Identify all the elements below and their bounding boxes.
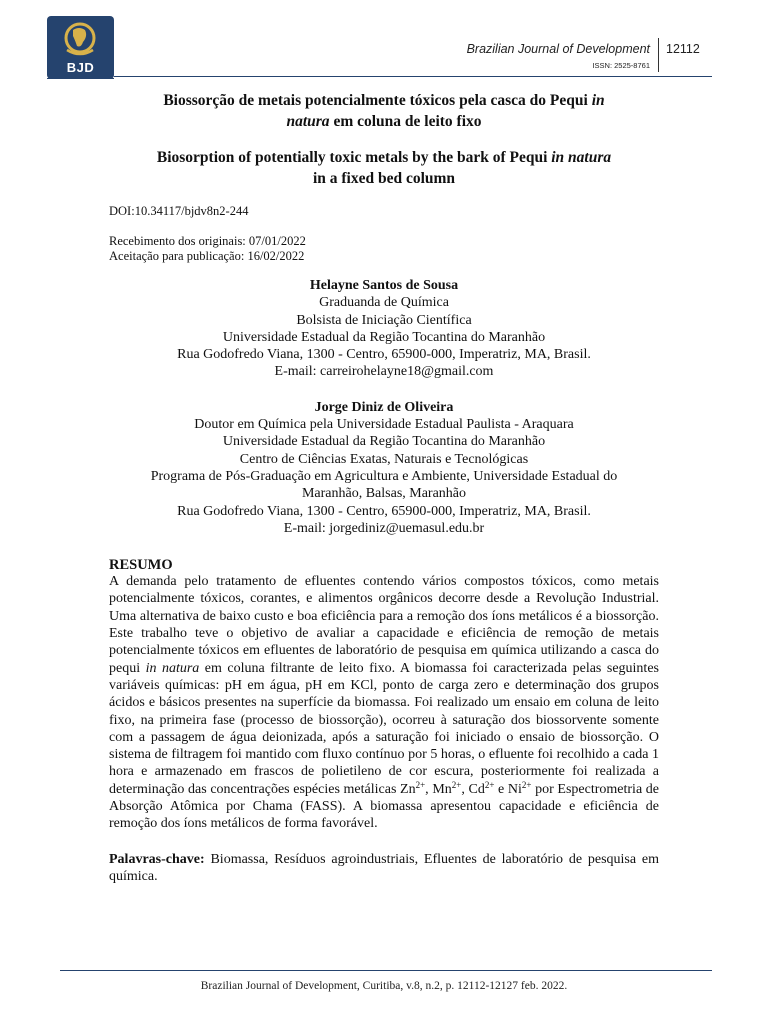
author-email: E-mail: jorgediniz@uemasul.edu.br bbox=[283, 520, 485, 536]
title-english: Biosorption of potentially toxic metals by the bark of Pequi in natura in a fixed bed column bbox=[156, 149, 612, 187]
journal-logo bbox=[47, 16, 114, 79]
header-rule bbox=[114, 76, 712, 77]
journal-name: Brazilian Journal of Development bbox=[466, 42, 650, 56]
author-2 bbox=[109, 399, 659, 537]
keywords-list: Biomassa, Resíduos agroindustriais, Efluentes de laboratório de pesquisa em química. bbox=[109, 851, 659, 884]
journal-issn: ISSN: 2525-8761 bbox=[592, 61, 650, 70]
author-1 bbox=[109, 277, 659, 381]
page-number: 12112 bbox=[666, 42, 700, 56]
abstract-text: A demanda pelo tratamento de efluentes contendo vários compostos tóxicos, como metais potencialmente tóxicos, corantes, e alimentos orgânicos decorre desde a Revolução Industrial. Uma alternativa de baixo custo e boa eficiência para a remoção dos íons metálicos é a biossorção. Este trabalho teve o objetivo de avaliar a capacidade e eficiência de remoção de metais potencialmente tóxicos em efluentes de laboratório de pesquisa em química utilizando a casca do pequi in natura em coluna filtrante de leito fixo. A biomassa foi caracterizada pelas seguintes variáveis químicas: pH em água, pH em KCl, ponto de carga zero e determinação dos grupos ácidos e básicos presentes na superfície da biomassa. Foi realizado um ensaio em coluna de leito fixo, na primeira fase (processo de biossorção), ocorreu à saturação dos biossorvente somente com a passagem de água deionizada, após a saturação foi iniciado o ensaio de biossorção. O sistema de filtragem foi mantido com fluxo contínuo por 5 horas, o efluente foi recolhido a cada 1 hora e armazenado em frascos de polietileno de cor escura, posteriormente foi realizada a determinação das concentrações espécies metálicas $Zn^{2+}$, $Mn^{2+}$, $Cd^{2+}$ e $Ni^{2+}$ por Espectrometria de Absorção Atômica por Chama (FASS). A biomassa apresentou capacidade e eficiência de remoção dos íons metálicos de forma favorável. bbox=[109, 574, 660, 832]
doi: DOI:10.34117/bjdv8n2-244 bbox=[109, 204, 249, 218]
author-affiliation-line: Centro de Ciências Exatas, Naturais e Tecnológicas bbox=[239, 451, 529, 467]
footer-rule bbox=[60, 970, 712, 971]
author-affiliation-line: Graduanda de Química bbox=[319, 295, 449, 311]
keywords bbox=[109, 851, 659, 886]
author-affiliation-line: Bolsista de Iniciação Científica bbox=[296, 312, 472, 328]
abstract-heading: RESUMO bbox=[109, 557, 173, 574]
received-date: Recebimento dos originais: 07/01/2022 bbox=[109, 234, 306, 248]
author-affiliation-line: Rua Godofredo Viana, 1300 - Centro, 65900-000, Imperatriz, MA, Brasil. bbox=[177, 503, 591, 519]
author-affiliation-line: Programa de Pós-Graduação em Agricultura e Ambiente, Universidade Estadual do bbox=[150, 468, 618, 484]
author-affiliation-line: Universidade Estadual da Região Tocantina do Maranhão bbox=[222, 329, 546, 345]
logo-text: BJD bbox=[66, 60, 95, 75]
header-divider bbox=[658, 38, 659, 72]
author-email: E-mail: carreirohelayne18@gmail.com bbox=[274, 364, 494, 380]
author-name: Helayne Santos de Sousa bbox=[309, 278, 459, 293]
submission-dates bbox=[109, 234, 659, 264]
globe-emblem-icon bbox=[55, 20, 105, 60]
article-content bbox=[109, 88, 659, 899]
author-affiliation-line: Universidade Estadual da Região Tocantina do Maranhão bbox=[222, 434, 546, 450]
author-affiliation-line: Rua Godofredo Viana, 1300 - Centro, 65900-000, Imperatriz, MA, Brasil. bbox=[177, 347, 591, 363]
header-rule-left bbox=[47, 78, 114, 79]
author-name: Jorge Diniz de Oliveira bbox=[314, 399, 454, 415]
accepted-date: Aceitação para publicação: 16/02/2022 bbox=[109, 249, 305, 263]
author-affiliation-line: Doutor em Química pela Universidade Estadual Paulista - Araquara bbox=[194, 417, 574, 433]
title-portuguese: Biossorção de metais potencialmente tóxicos pela casca do Pequi in natura em coluna de leito fixo bbox=[163, 92, 605, 130]
author-affiliation-line: Maranhão, Balsas, Maranhão bbox=[301, 486, 467, 502]
keywords-label: Palavras-chave: bbox=[109, 851, 205, 867]
footer-citation: Brazilian Journal of Development, Curitiba, v.8, n.2, p. 12112-12127 feb. 2022. bbox=[200, 980, 568, 992]
